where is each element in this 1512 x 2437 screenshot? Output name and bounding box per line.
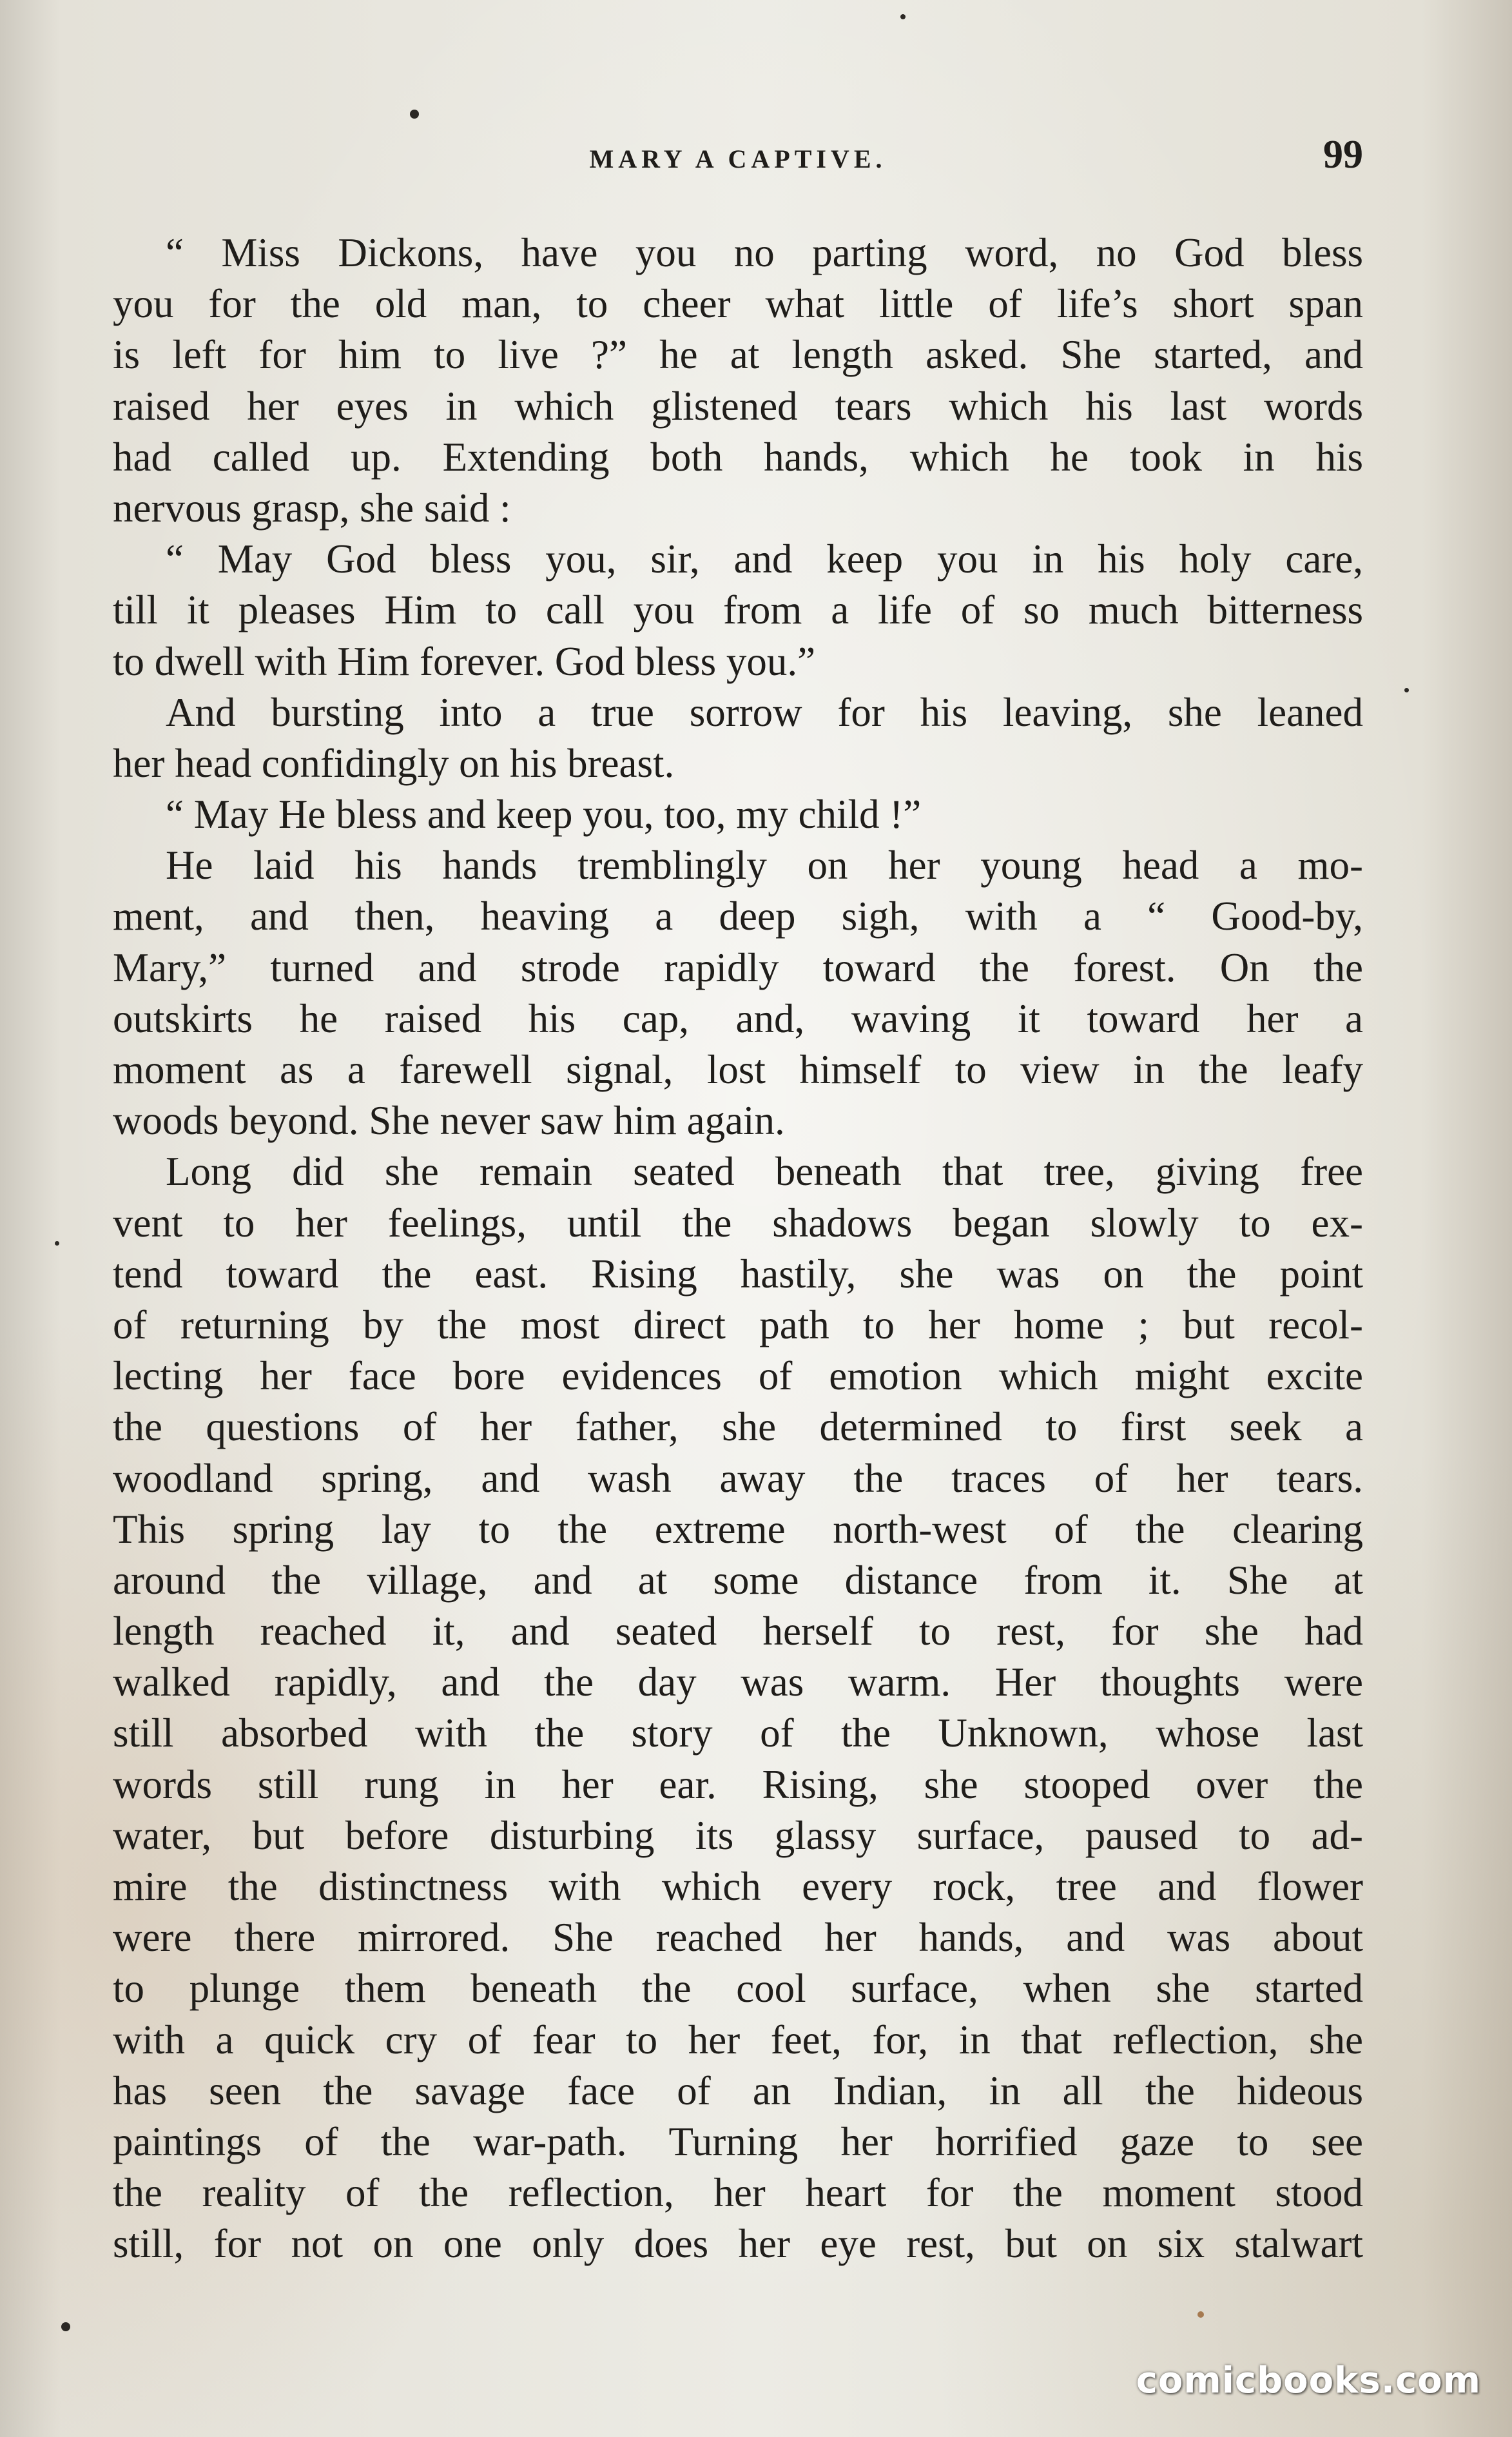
text-line: vent to her feelings, until the shadows began slowly to ex- bbox=[113, 1200, 1363, 1246]
text-line: were there mirrored. She reached her hands, and was about bbox=[113, 1915, 1363, 1961]
text-line: her head confidingly on his breast. bbox=[113, 740, 675, 786]
text-line: This spring lay to the extreme north-west of the clearing bbox=[113, 1506, 1363, 1552]
text-line: walked rapidly, and the day was warm. Her thoughts were bbox=[113, 1659, 1363, 1705]
text-line: He laid his hands tremblingly on her young head a mo- bbox=[166, 843, 1363, 888]
text-line: the questions of her father, she determined to first seek a bbox=[113, 1404, 1363, 1450]
text-line: still absorbed with the story of the Unknown, whose last bbox=[113, 1710, 1363, 1756]
text-line: of returning by the most direct path to her home ; but recol- bbox=[113, 1302, 1363, 1347]
running-title: MARY A CAPTIVE. bbox=[589, 144, 887, 173]
text-line: tend toward the east. Rising hastily, she was on the point bbox=[113, 1251, 1363, 1297]
text-line: “ May God bless you, sir, and keep you in his holy care, bbox=[166, 536, 1363, 582]
text-line: still, for not on one only does her eye rest, but on six stalwart bbox=[113, 2221, 1363, 2267]
text-line: “ Miss Dickons, have you no parting word, no God bless bbox=[166, 230, 1363, 275]
text-line: Long did she remain seated beneath that tree, giving free bbox=[166, 1149, 1363, 1195]
text-line: length reached it, and seated herself to rest, for she had bbox=[113, 1609, 1363, 1654]
text-line: Mary,” turned and strode rapidly toward the forest. On the bbox=[113, 944, 1363, 990]
text-line: moment as a farewell signal, lost himself to view in the leafy bbox=[113, 1047, 1363, 1092]
ink-speck bbox=[1197, 2311, 1204, 2318]
text-line: raised her eyes in which glistened tears which his last words bbox=[113, 383, 1363, 429]
text-line: woodland spring, and wash away the traces of her tears. bbox=[113, 1455, 1363, 1501]
text-line: to dwell with Him forever. God bless you.” bbox=[113, 638, 816, 684]
text-line: the reality of the reflection, her heart for the moment stood bbox=[113, 2170, 1363, 2216]
body-text bbox=[113, 228, 1363, 2270]
text-line: lecting her face bore evidences of emotion which might excite bbox=[113, 1353, 1363, 1399]
text-line: outskirts he raised his cap, and, waving it toward her a bbox=[113, 995, 1363, 1041]
ink-speck bbox=[61, 2322, 70, 2331]
text-line: till it pleases Him to call you from a life of so much bitterness bbox=[113, 587, 1363, 633]
text-line: is left for him to live ?” he at length asked. She started, and bbox=[113, 332, 1363, 378]
text-line: woods beyond. She never saw him again. bbox=[113, 1098, 785, 1144]
running-head bbox=[113, 132, 1363, 184]
text-line: with a quick cry of fear to her feet, for, in that reflection, she bbox=[113, 2017, 1363, 2062]
text-line: “ May He bless and keep you, too, my child !” bbox=[166, 792, 922, 837]
page-number: 99 bbox=[1323, 133, 1363, 177]
text-line: paintings of the war-path. Turning her horrified gaze to see bbox=[113, 2119, 1363, 2164]
ink-speck bbox=[410, 110, 419, 119]
ink-speck bbox=[900, 14, 906, 19]
text-line: to plunge them beneath the cool surface, when she started bbox=[113, 1966, 1363, 2011]
text-line: nervous grasp, she said : bbox=[113, 485, 511, 531]
text-line: words still rung in her ear. Rising, she stooped over the bbox=[113, 1761, 1363, 1807]
text-line: mire the distinctness with which every rock, tree and flower bbox=[113, 1864, 1363, 1909]
ink-speck bbox=[55, 1241, 59, 1246]
text-line: you for the old man, to cheer what little of life’s short span bbox=[113, 281, 1363, 327]
text-line: around the village, and at some distance from it. She at bbox=[113, 1557, 1363, 1603]
text-line: And bursting into a true sorrow for his leaving, she leaned bbox=[166, 689, 1363, 735]
text-line: has seen the savage face of an Indian, in all the hideous bbox=[113, 2068, 1363, 2113]
text-line: had called up. Extending both hands, which he took in his bbox=[113, 434, 1363, 480]
text-line: water, but before disturbing its glassy surface, paused to ad- bbox=[113, 1812, 1363, 1858]
site-watermark: comicbooks.com bbox=[1136, 2360, 1481, 2402]
ink-speck bbox=[1404, 688, 1409, 692]
text-line: ment, and then, heaving a deep sigh, with a “ Good-by, bbox=[113, 894, 1363, 939]
